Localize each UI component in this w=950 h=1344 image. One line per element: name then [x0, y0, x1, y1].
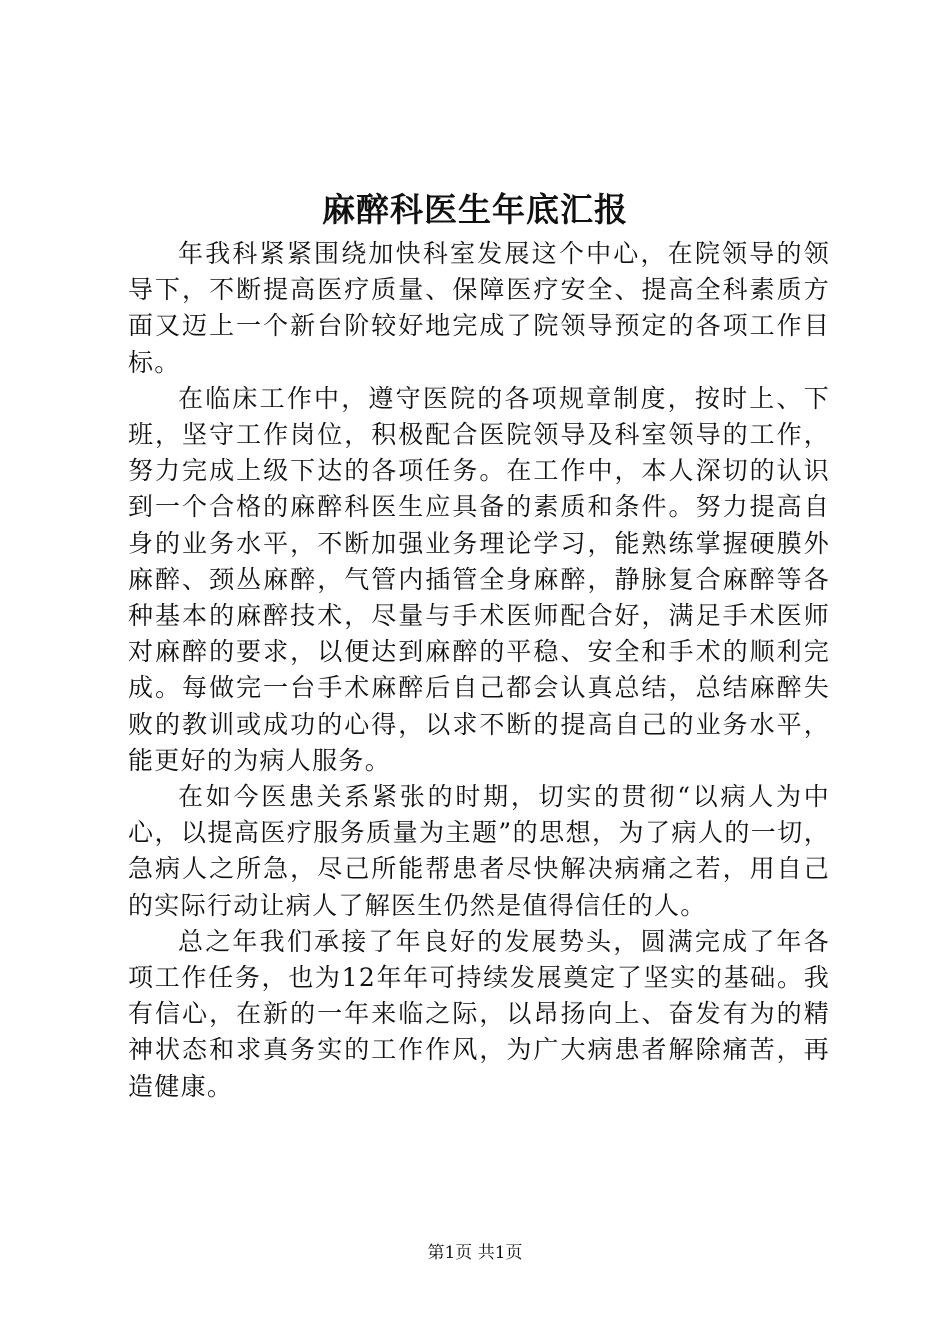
paragraph-intro: 年我科紧紧围绕加快科室发展这个中心，在院领导的领导下，不断提高医疗质量、保障医疗安全、提高全科素质方面又迈上一个新台阶较好地完成了院领导预定的各项工作目标。	[128, 239, 830, 377]
paragraph-patient-relations: 在如今医患关系紧张的时期，切实的贯彻“以病人为中心，以提高医疗服务质量为主题”的思想，为了病人的一切，急病人之所急，尽己所能帮患者尽快解决病痛之若，用自己的实际行动让病人了解医生仍然是值得信任的人。	[128, 782, 830, 920]
paragraph-clinical-work: 在临床工作中，遵守医院的各项规章制度，按时上、下班，坚守工作岗位，积极配合医院领导及科室领导的工作，努力完成上级下达的各项任务。在工作中，本人深切的认识到一个合格的麻醉科医生应具备的素质和条件。努力提高自身的业务水平，不断加强业务理论学习，能熟练掌握硬膜外麻醉、颈丛麻醉，气管内插管全身麻醉，静脉复合麻醉等各种基本的麻醉技术，尽量与手术医师配合好，满足手术医师对麻醉的要求，以便达到麻醉的平稳、安全和手术的顺利完成。每做完一台手术麻醉后自己都会认真总结，总结麻醉失败的教训或成功的心得，以求不断的提高自己的业务水平，能更好的为病人服务。	[128, 383, 830, 775]
document-body	[128, 236, 830, 1105]
page-footer: 第1页 共1页	[427, 1243, 523, 1263]
paragraph-summary: 总之年我们承接了年良好的发展势头，圆满完成了年各项工作任务，也为12年年可持续发展奠定了坚实的基础。我有信心，在新的一年来临之际，以昂扬向上、奋发有为的精神状态和求真务实的工作作风，为广大病患者解除痛苦，再造健康。	[128, 926, 830, 1101]
page-title: 麻醉科医生年底汇报	[322, 190, 628, 229]
